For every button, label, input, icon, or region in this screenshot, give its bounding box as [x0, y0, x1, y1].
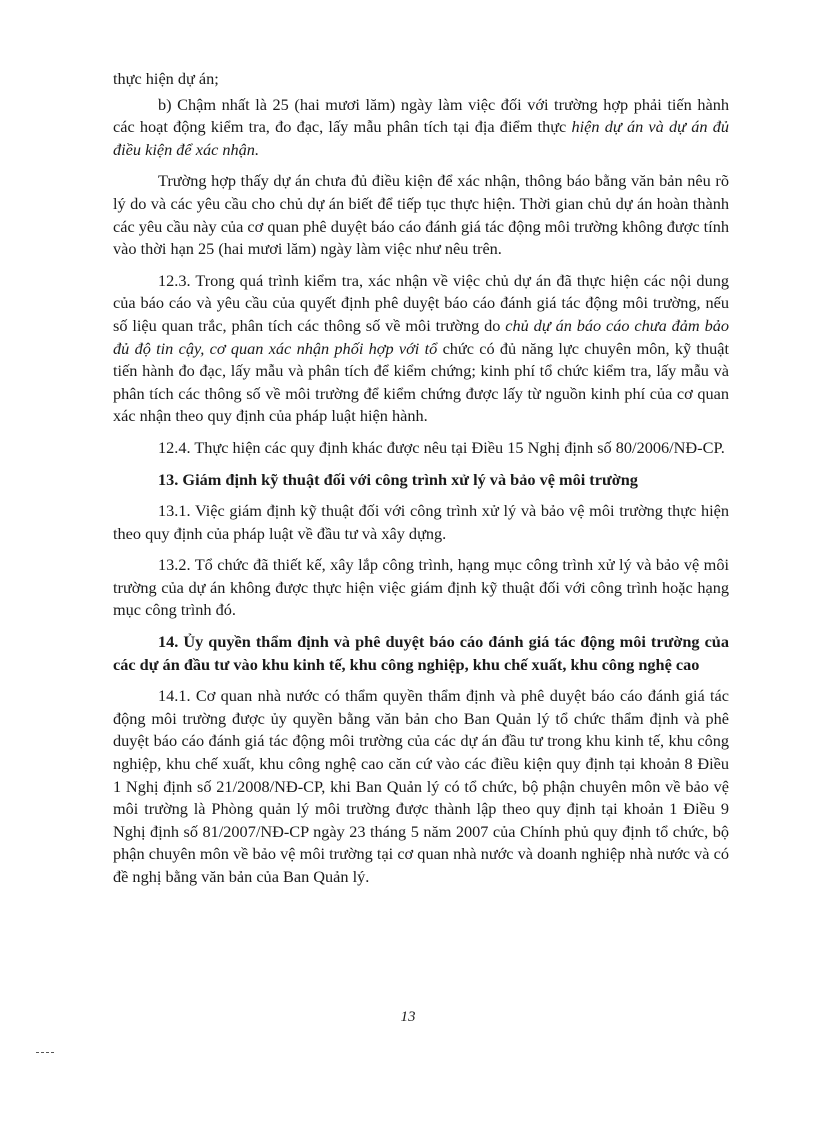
paragraph-text: chức có đủ năng lực chuyên môn, kỹ thuật tiến hành đo đạc, lấy mẫu và phân tích để kiểm chứng; kinh phí tổ chức kiểm tra, lấy mẫu và phân tích các thông số về môi trường để kiểm chứng được lấy từ nguồn kinh phí của cơ quan xác nhận theo quy định của pháp luật hiện hành. — [113, 338, 729, 426]
paragraph-continuation: thực hiện dự án; — [113, 69, 219, 88]
paragraph-text-italic: chủ dự án báo cáo chưa đảm bảo đủ độ tin cậy, cơ quan xác nhận phối hợp với tổ — [113, 315, 729, 358]
paragraph-12-2-b — [113, 94, 729, 162]
paragraph-12-4: 12.4. Thực hiện các quy định khác được nêu tại Điều 15 Nghị định số 80/2006/NĐ-CP. — [158, 437, 725, 457]
scan-margin-mark — [36, 1052, 54, 1053]
page-number: 13 — [400, 1009, 416, 1025]
paragraph-text: b) Chậm nhất là 25 (hai mươi lăm) ngày làm việc đối với trường hợp phải tiến hành các hoạt động kiểm tra, đo đạc, lấy mẫu phân tích tại địa điểm thực — [113, 94, 729, 137]
paragraph-text: 12.3. Trong quá trình kiểm tra, xác nhận về việc chủ dự án đã thực hiện các nội dung của báo cáo và yêu cầu của quyết định phê duyệt báo cáo đánh giá tác động môi trường, nếu số liệu quan trắc, phân tích các thông số về môi trường do — [113, 270, 729, 335]
paragraph-13-2: 13.2. Tổ chức đã thiết kế, xây lắp công trình, hạng mục công trình xử lý và bảo vệ môi trường của dự án không được thực hiện việc giám định kỹ thuật đối với công trình hoặc hạng mục công trình đó. — [113, 555, 729, 620]
paragraph-text-italic: hiện dự án và dự án đủ điều kiện để xác nhận. — [113, 117, 729, 159]
section-heading-14: 14. Ủy quyền thẩm định và phê duyệt báo cáo đánh giá tác động môi trường của các dự án đầu tư vào khu kinh tế, khu công nghiệp, khu chế xuất, khu công nghệ cao — [113, 632, 729, 674]
paragraph-13-1: 13.1. Việc giám định kỹ thuật đối với công trình xử lý và bảo vệ môi trường thực hiện theo quy định của pháp luật về đầu tư và xây dựng. — [113, 501, 729, 543]
paragraph-not-eligible: Trường hợp thấy dự án chưa đủ điều kiện để xác nhận, thông báo bằng văn bản nêu rõ lý do và các yêu cầu cho chủ dự án biết để tiếp tục thực hiện. Thời gian chủ dự án hoàn thành các yêu cầu này của cơ quan phê duyệt báo cáo đánh giá tác động môi trường không được tính vào thời hạn 25 (hai mươi lăm) ngày làm việc như nêu trên. — [113, 171, 729, 259]
paragraph-14-1: 14.1. Cơ quan nhà nước có thẩm quyền thẩm định và phê duyệt báo cáo đánh giá tác động môi trường được ủy quyền bằng văn bản cho Ban Quản lý tổ chức thẩm định và phê duyệt báo cáo đánh giá tác động môi trường của các dự án đầu tư trong khu kinh tế, khu công nghiệp, khu chế xuất, khu công nghệ cao căn cứ vào các điều kiện quy định tại khoản 8 Điều 1 Nghị định số 21/2008/NĐ-CP, khi Ban Quản lý có tổ chức, bộ phận chuyên môn về bảo vệ môi trường là Phòng quản lý môi trường được thành lập theo quy định tại khoản 1 Điều 9 Nghị định số 81/2007/NĐ-CP ngày 23 tháng 5 năm 2007 của Chính phủ quy định tổ chức, bộ phận chuyên môn về bảo vệ môi trường tại cơ quan nhà nước và doanh nghiệp nhà nước và có đề nghị bằng văn bản của Ban Quản lý. — [113, 686, 729, 886]
section-heading-13: 13. Giám định kỹ thuật đối với công trình xử lý và bảo vệ môi trường — [158, 469, 638, 489]
paragraph-12-3 — [113, 270, 729, 428]
document-body — [113, 68, 729, 889]
